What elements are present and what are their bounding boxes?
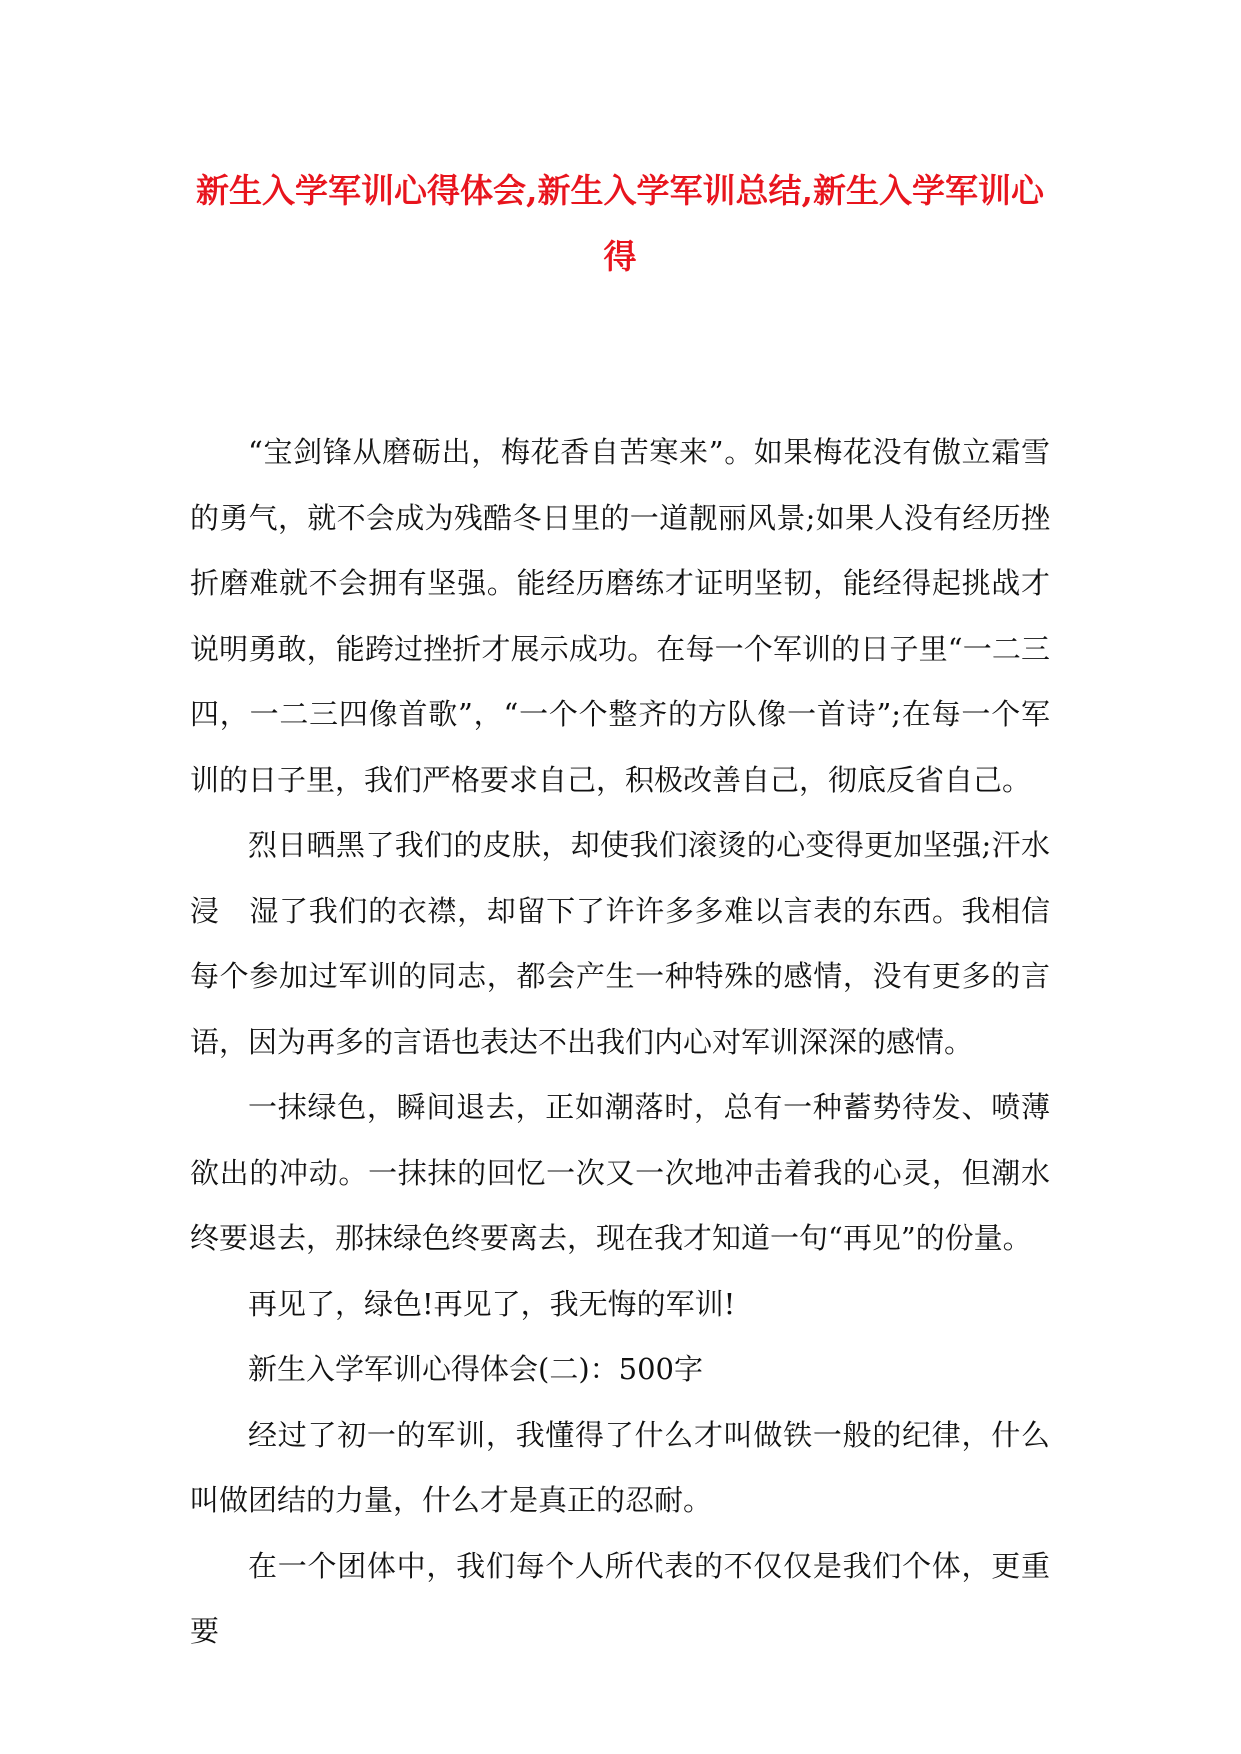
paragraph: 经过了初一的军训，我懂得了什么才叫做铁一般的纪律，什么叫做团结的力量，什么才是真正的忍耐。 [190,1417,1050,1517]
paragraph: 再见了，绿色!再见了，我无悔的军训! [248,1286,736,1321]
document-body [190,420,1050,1665]
paragraph: 在一个团体中，我们每个人所代表的不仅仅是我们个体，更重要 [190,1548,1050,1648]
section-heading: 新生入学军训心得体会(二)：500字 [248,1352,703,1386]
paragraph: 烈日晒黑了我们的皮肤，却使我们滚烫的心变得更加坚强;汗水浸 湿了我们的衣襟，却留下了许许多多难以言表的东西。我相信每个参加过军训的同志，都会产生一种特殊的感情，没有更多的言语，因为再多的言语也表达不出我们内心对军训深深的感情。 [190,828,1050,1059]
paragraph: “宝剑锋从磨砺出，梅花香自苦寒来”。如果梅花没有傲立霜雪的勇气，就不会成为残酷冬日里的一道靓丽风景;如果人没有经历挫折磨难就不会拥有坚强。能经历磨练才证明坚韧，能经得起挑战才说明勇敢，能跨过挫折才展示成功。在每一个军训的日子里“一二三四，一二三四像首歌”，“一个个整齐的方队像一首诗”;在每一个军训的日子里，我们严格要求自己，积极改善自己，彻底反省自己。 [190,435,1050,797]
document-title: 新生入学军训心得体会,新生入学军训总结,新生入学军训心得 [196,171,1044,276]
paragraph: 一抹绿色，瞬间退去，正如潮落时，总有一种蓄势待发、喷薄欲出的冲动。一抹抹的回忆一次又一次地冲击着我的心灵，但潮水终要退去，那抹绿色终要离去，现在我才知道一句“再见”的份量。 [190,1090,1050,1255]
